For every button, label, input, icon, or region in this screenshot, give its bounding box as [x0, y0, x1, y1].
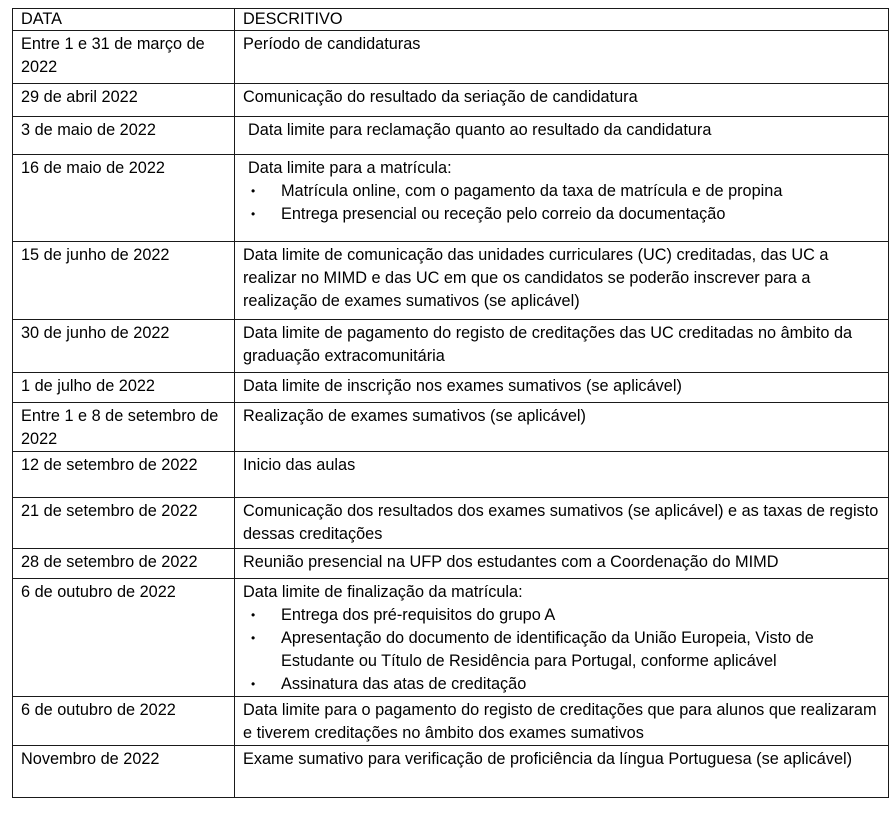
description-cell: [235, 403, 889, 452]
table-row: [13, 242, 889, 320]
table-row: [13, 579, 889, 697]
description-text: Reunião presencial na UFP dos estudantes com a Coordenação do MIMD: [243, 553, 779, 571]
bullet-icon: •: [251, 631, 256, 645]
description-text: Inicio das aulas: [243, 456, 356, 474]
description-text: Data limite de finalização da matrícula:: [243, 583, 523, 601]
description-cell: [235, 697, 889, 746]
date-cell: 28 de setembro de 2022: [13, 549, 235, 579]
description-cell: [235, 579, 889, 697]
bullet-icon: •: [251, 677, 256, 691]
bullet-list: [243, 604, 881, 696]
description-cell: [235, 117, 889, 155]
date-cell: Novembro de 2022: [13, 746, 235, 798]
date-cell: 30 de junho de 2022: [13, 320, 235, 373]
description-text: Realização de exames sumativos (se aplicável): [243, 407, 586, 425]
description-text: Data limite para a matrícula:: [248, 159, 452, 177]
date-cell: 21 de setembro de 2022: [13, 498, 235, 549]
table-row: [13, 117, 889, 155]
date-cell: 15 de junho de 2022: [13, 242, 235, 320]
date-cell: 3 de maio de 2022: [13, 117, 235, 155]
bullet-text: Apresentação do documento de identificação da União Europeia, Visto de Estudante ou Título de Residência para Portugal, conforme aplicável: [281, 629, 814, 670]
table-header-row: [13, 9, 889, 31]
description-cell: [235, 746, 889, 798]
description-cell: [235, 320, 889, 373]
table-row: [13, 697, 889, 746]
bullet-text: Entrega presencial ou receção pelo correio da documentação: [281, 205, 726, 223]
table-row: [13, 320, 889, 373]
date-cell: 29 de abril 2022: [13, 84, 235, 117]
bullet-text: Matrícula online, com o pagamento da taxa de matrícula e de propina: [281, 182, 783, 200]
description-cell: [235, 373, 889, 403]
description-cell: [235, 498, 889, 549]
description-cell: [235, 155, 889, 242]
bullet-icon: •: [251, 608, 256, 622]
bullet-icon: •: [251, 207, 256, 221]
description-text: Data limite de comunicação das unidades curriculares (UC) creditadas, das UC a realizar no MIMD e das UC em que os candidatos se poderão inscrever para a realização de exames sumativos (se aplicável): [243, 246, 829, 310]
description-text: Data limite de pagamento do registo de creditações das UC creditadas no âmbito da graduação extracomunitária: [243, 324, 853, 365]
description-cell: [235, 549, 889, 579]
date-cell: Entre 1 e 31 de março de 2022: [13, 31, 235, 84]
table-row: [13, 549, 889, 579]
description-text: Período de candidaturas: [243, 35, 421, 53]
header-description: DESCRITIVO: [235, 9, 889, 31]
table-row: [13, 746, 889, 798]
description-text: Comunicação dos resultados dos exames sumativos (se aplicável) e as taxas de registo dessas creditações: [243, 502, 879, 543]
description-cell: [235, 452, 889, 498]
description-cell: [235, 31, 889, 84]
schedule-table: [12, 8, 889, 798]
description-text: Comunicação do resultado da seriação de candidatura: [243, 88, 638, 106]
bullet-item: [243, 604, 881, 627]
bullet-text: Assinatura das atas de creditação: [281, 675, 527, 693]
table-row: [13, 452, 889, 498]
table-row: [13, 31, 889, 84]
date-cell: 1 de julho de 2022: [13, 373, 235, 403]
bullet-item: [243, 627, 881, 673]
description-text: Data limite para o pagamento do registo de creditações que para alunos que realizaram e tiverem creditações no âmbito dos exames sumativos: [243, 701, 877, 742]
bullet-icon: •: [251, 184, 256, 198]
bullet-item: [243, 203, 881, 226]
bullet-text: Entrega dos pré-requisitos do grupo A: [281, 606, 556, 624]
date-cell: 16 de maio de 2022: [13, 155, 235, 242]
date-cell: 6 de outubro de 2022: [13, 579, 235, 697]
table-row: [13, 84, 889, 117]
table-row: [13, 155, 889, 242]
description-cell: [235, 84, 889, 117]
table-row: [13, 373, 889, 403]
bullet-item: [243, 673, 881, 696]
date-cell: 6 de outubro de 2022: [13, 697, 235, 746]
description-cell: [235, 242, 889, 320]
bullet-item: [243, 180, 881, 203]
schedule-table-body: [13, 9, 889, 798]
header-date: DATA: [13, 9, 235, 31]
bullet-list: [243, 180, 881, 226]
date-cell: Entre 1 e 8 de setembro de 2022: [13, 403, 235, 452]
table-row: [13, 498, 889, 549]
description-text: Data limite para reclamação quanto ao resultado da candidatura: [248, 121, 712, 139]
date-cell: 12 de setembro de 2022: [13, 452, 235, 498]
description-text: Exame sumativo para verificação de proficiência da língua Portuguesa (se aplicável): [243, 750, 853, 768]
table-row: [13, 403, 889, 452]
description-text: Data limite de inscrição nos exames sumativos (se aplicável): [243, 377, 682, 395]
